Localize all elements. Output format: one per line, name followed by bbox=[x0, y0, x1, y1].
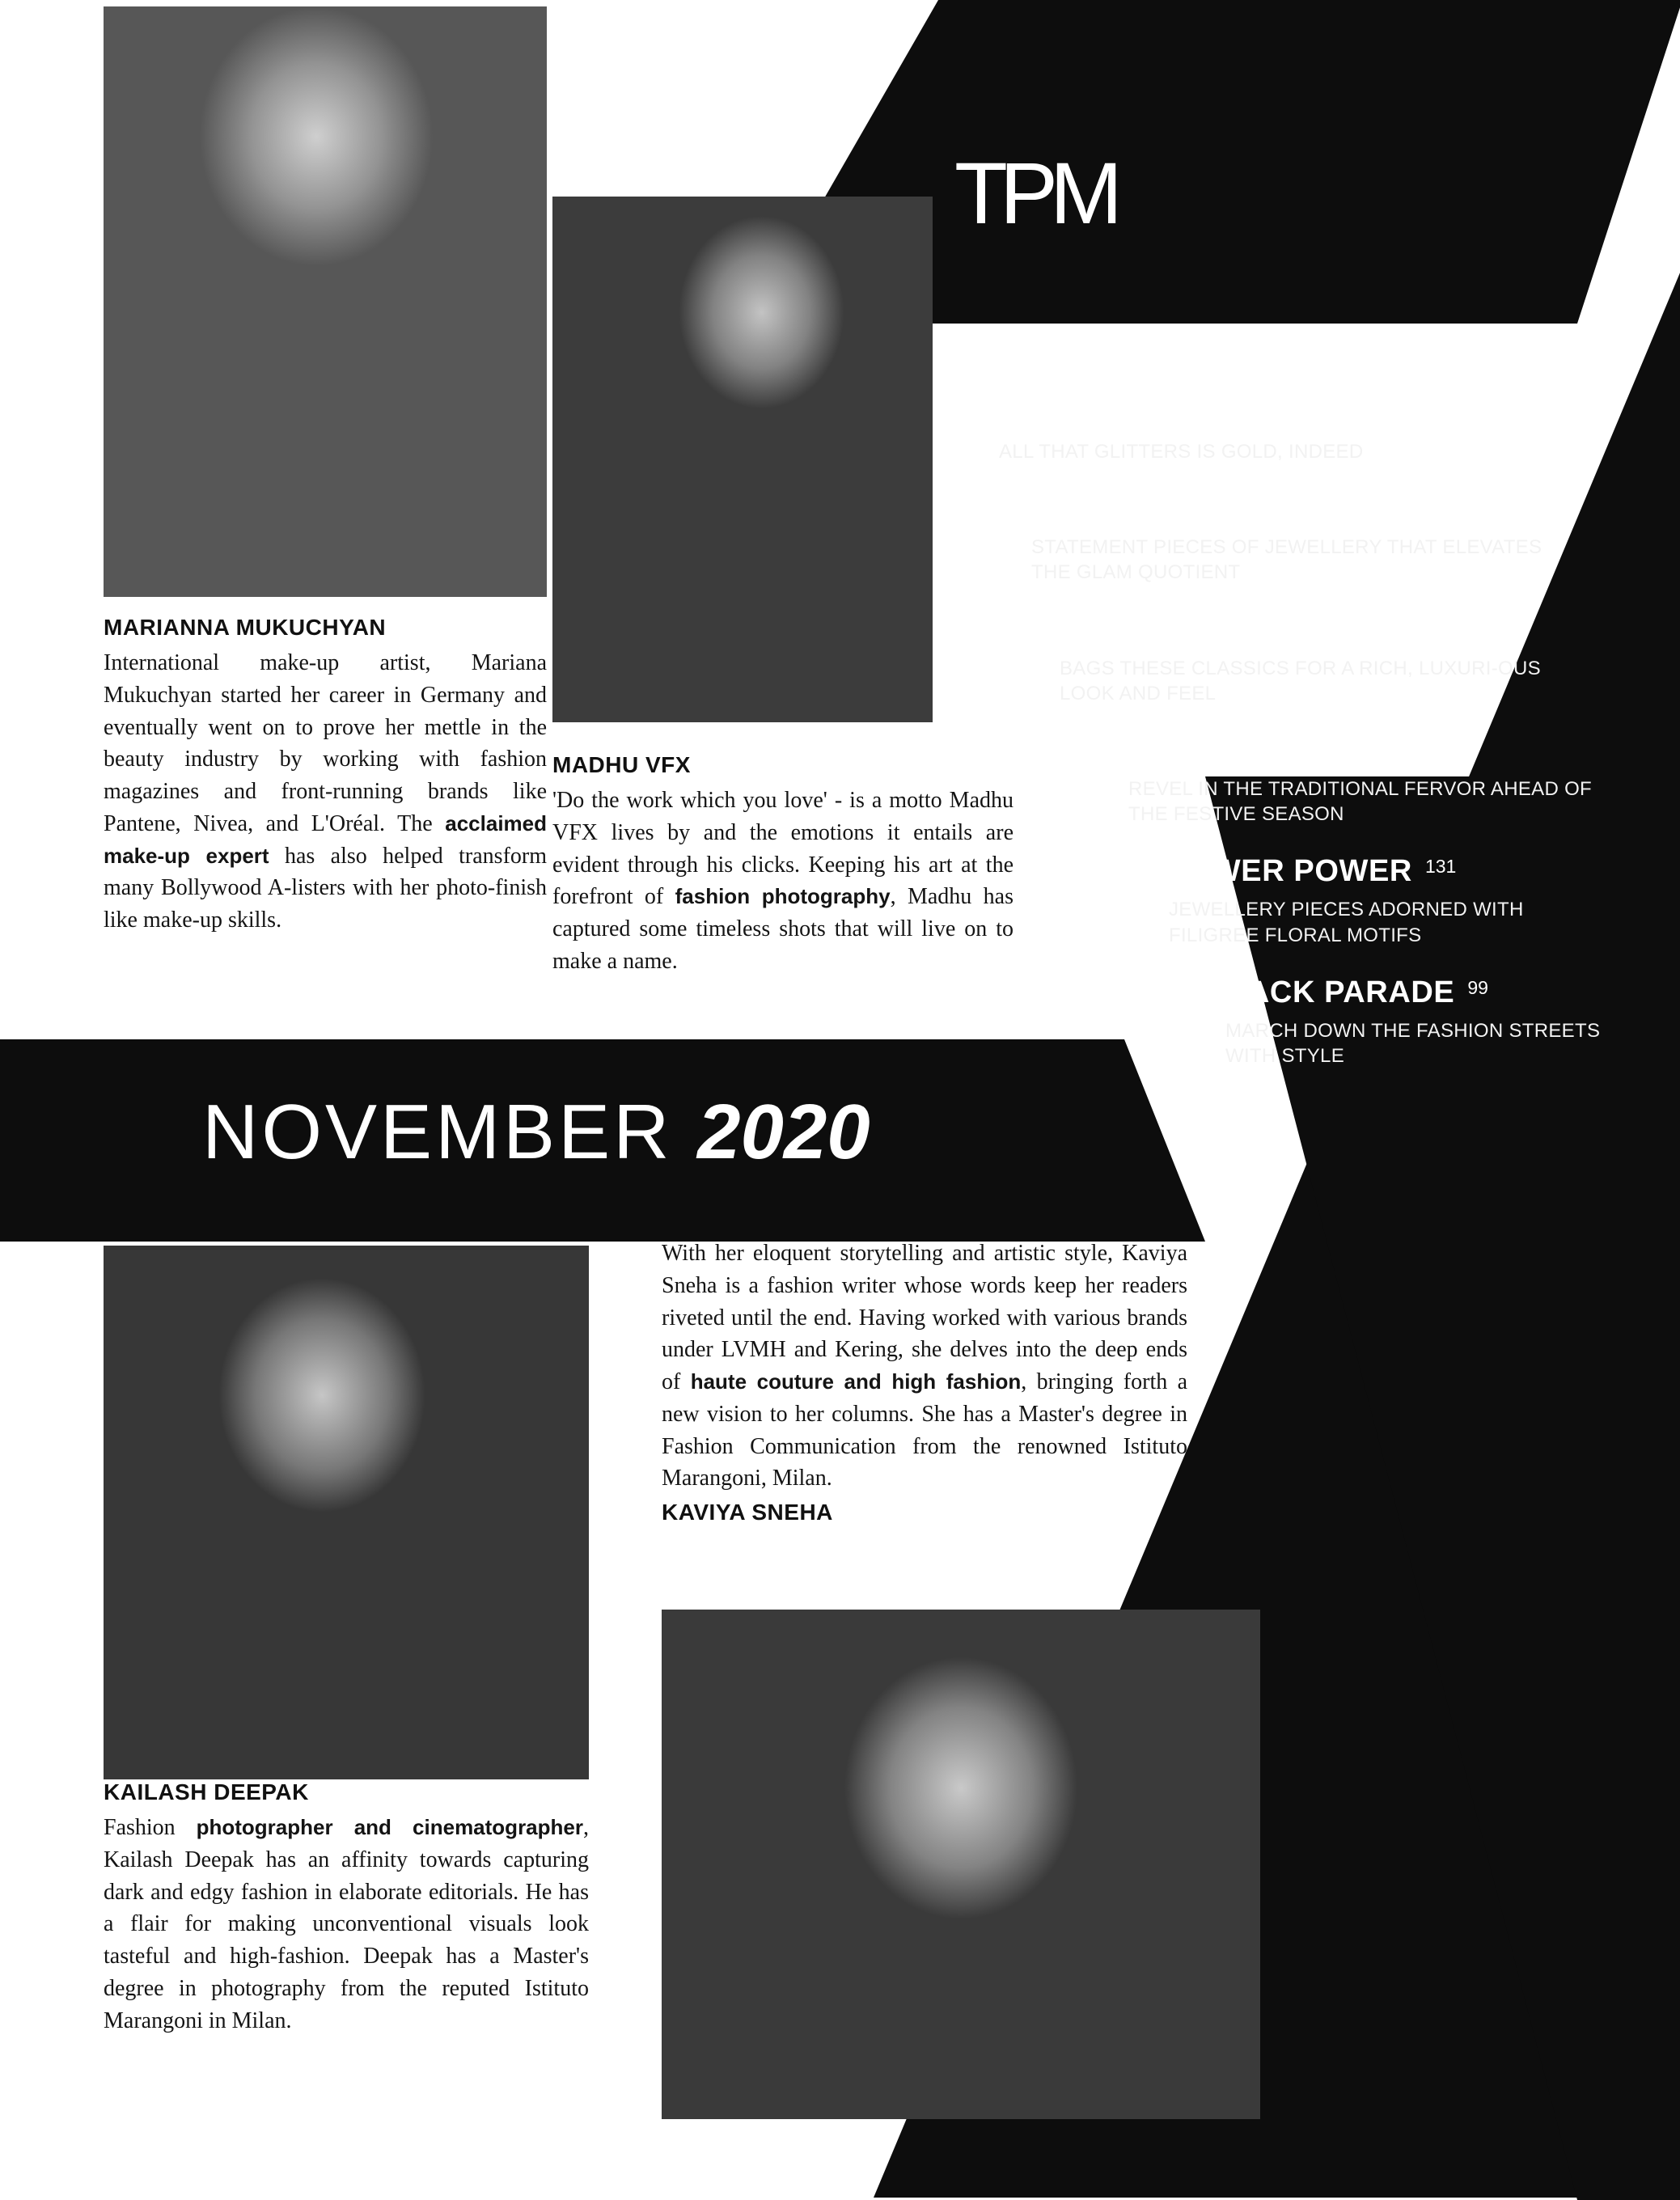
photo-marianna-mukuchyan bbox=[104, 6, 547, 597]
bio-highlight: haute couture and high fashion bbox=[690, 1369, 1022, 1394]
toc-page-number: 19 bbox=[1394, 734, 1416, 756]
toc-heading bbox=[1205, 975, 1626, 1010]
toc-title: RIVIÈRÉ REVERIE bbox=[1108, 733, 1382, 768]
contributor-madhu bbox=[552, 752, 1014, 978]
bio-text-part2: , bringing forth a new vision to her columns. She has a Master's degree in Fashion Communication from the renowned Istituto Marangoni, Milan. bbox=[662, 1369, 1188, 1491]
bio-highlight: fashion photography bbox=[675, 884, 891, 909]
contributor-bio bbox=[662, 1238, 1187, 1495]
magazine-logo: TPM bbox=[954, 144, 1115, 242]
contributor-bio bbox=[104, 647, 547, 937]
bio-highlight: photographer and cinematographer bbox=[196, 1815, 583, 1839]
contributor-name: KAILASH DEEPAK bbox=[104, 1779, 309, 1804]
photo-kaviya-image bbox=[662, 1610, 1260, 2119]
issue-year: 2020 bbox=[697, 1089, 870, 1175]
photo-madhu-image bbox=[552, 197, 933, 722]
bio-text-part2: has also helped transform many Bollywood A-listers with her photo-finish like make-up skills. bbox=[104, 843, 547, 933]
toc-title: BIJOUX RAGE bbox=[1011, 492, 1229, 527]
toc-item[interactable] bbox=[1205, 975, 1626, 1068]
toc-item[interactable] bbox=[1149, 854, 1618, 947]
toc-description: JEWELLERY PIECES ADORNED WITH FILIGREE FLORAL MOTIFS bbox=[1169, 899, 1524, 946]
bio-text-part1: With her eloquent storytelling and artistic style, Kaviya Sneha is a fashion writer whose words keep her readers riveted until the end. Having worked with various brands under LVMH and Kering, she delves into the deep ends of bbox=[662, 1241, 1187, 1394]
toc-heading bbox=[1039, 613, 1573, 648]
bio-text-part2: , Madhu has captured some timeless shots that will live on to make a name. bbox=[552, 884, 1014, 974]
photo-kailash-image bbox=[104, 1246, 589, 1779]
toc-page-number: 99 bbox=[1467, 976, 1488, 998]
toc-heading bbox=[1108, 734, 1593, 768]
photo-madhu-vfx bbox=[552, 197, 933, 722]
toc-description: REVEL IN THE TRADITIONAL FERVOR AHEAD OF THE FESTIVE SEASON bbox=[1128, 777, 1593, 826]
contributor-name: KAVIYA SNEHA bbox=[662, 1500, 833, 1525]
toc-item[interactable] bbox=[1011, 492, 1545, 585]
toc-page-number: 51 bbox=[1222, 398, 1244, 419]
contributor-bio bbox=[552, 785, 1014, 978]
bio-text-part2: , Kailash Deepak has an affinity towards capturing dark and edgy fashion in elaborate editorials. He has a flair for making unconventional visuals look tasteful and high-fashion. Deepak has a Master's degree in photography from the reputed Istituto Marangoni in Milan. bbox=[104, 1815, 589, 2033]
contributor-kaviya bbox=[662, 1238, 1187, 1525]
toc-title: BLACK PARADE bbox=[1205, 975, 1455, 1009]
toc-item[interactable] bbox=[979, 396, 1496, 464]
toc-item[interactable] bbox=[1108, 734, 1593, 827]
toc-item[interactable] bbox=[1039, 613, 1573, 706]
toc-heading bbox=[979, 396, 1496, 431]
table-of-contents bbox=[954, 396, 1601, 1096]
bio-text-part1: 'Do the work which you love' - is a motto Madhu VFX lives by and the emotions it entails are evident through his clicks. Keeping his art at the forefront of bbox=[552, 788, 1014, 910]
photo-kaviya-sneha bbox=[662, 1610, 1260, 2119]
contributor-bio bbox=[104, 1812, 589, 2037]
photo-marianna-image bbox=[104, 6, 547, 597]
issue-month: NOVEMBER bbox=[202, 1089, 673, 1175]
bio-text-part1: Fashion bbox=[104, 1815, 197, 1840]
contributor-marianna bbox=[104, 615, 547, 937]
contributor-kailash bbox=[104, 1779, 589, 2037]
toc-title: GIVE ME GOLD bbox=[979, 396, 1210, 430]
bio-highlight: acclaimed make-up expert bbox=[104, 810, 547, 868]
toc-description: BAGS THESE CLASSICS FOR A RICH, LUXURI-OUS LOOK AND FEEL bbox=[1060, 657, 1541, 704]
toc-heading bbox=[1149, 854, 1618, 889]
photo-kailash-deepak bbox=[104, 1246, 589, 1779]
toc-page-number: 31 bbox=[1391, 614, 1412, 636]
contributor-name: MARIANNA MUKUCHYAN bbox=[104, 615, 387, 640]
toc-page-number: 131 bbox=[1424, 856, 1457, 878]
toc-description: STATEMENT PIECES OF JEWELLERY THAT ELEVATES THE GLAM QUOTIENT bbox=[1031, 536, 1542, 584]
toc-description: MARCH DOWN THE FASHION STREETS WITH STYLE bbox=[1225, 1019, 1601, 1067]
toc-title: A CASE OF CLASSICS bbox=[1039, 612, 1378, 647]
issue-date bbox=[202, 1088, 870, 1177]
toc-page-number: 50 bbox=[1241, 493, 1263, 515]
contributor-name: MADHU VFX bbox=[552, 752, 691, 777]
toc-description: ALL THAT GLITTERS IS GOLD, INDEED bbox=[999, 441, 1364, 463]
bio-text-part1: International make-up artist, Mariana Mukuchyan started her career in Germany and eventually went on to prove her mettle in the beauty industry by working with fashion magazines and front-running brands like Pantene, Nivea, and L'Oréal. The bbox=[104, 650, 547, 836]
toc-heading bbox=[1011, 492, 1545, 527]
toc-title: FLOWER POWER bbox=[1149, 854, 1412, 889]
